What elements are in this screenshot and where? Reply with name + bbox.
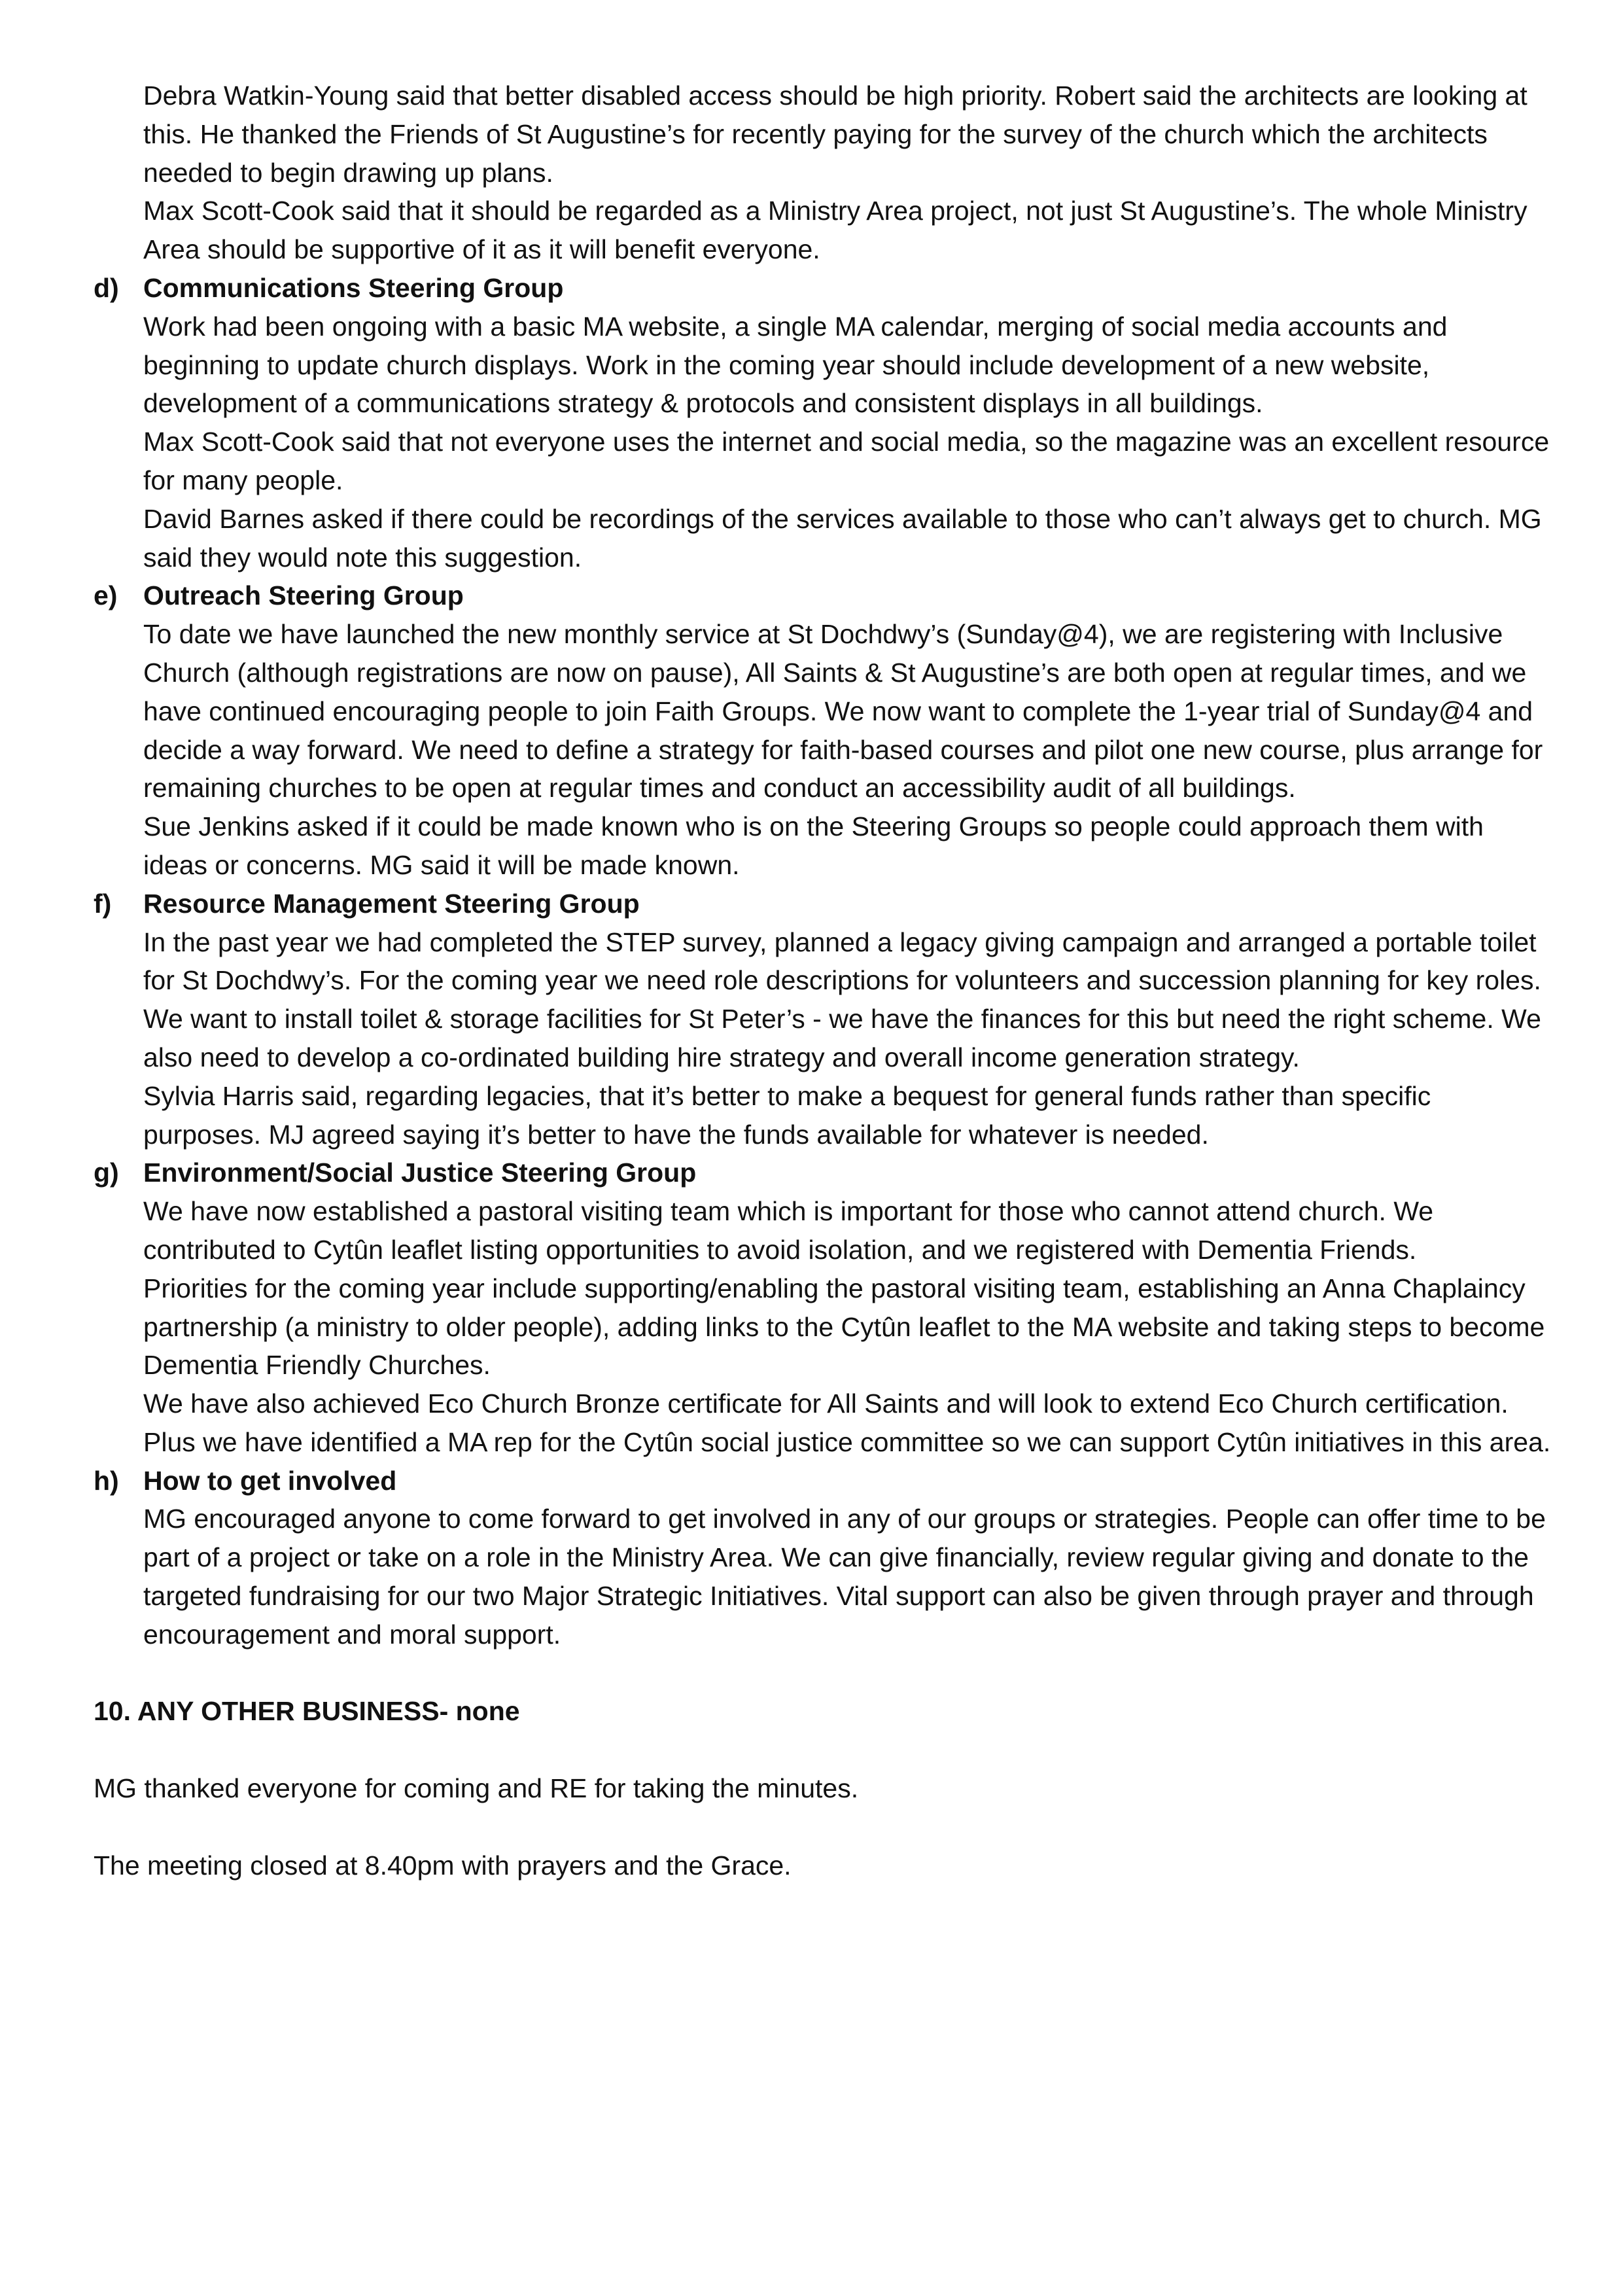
item-heading: How to get involved (143, 1465, 397, 1496)
section-10-heading: 10. ANY OTHER BUSINESS- none (94, 1696, 520, 1727)
body-paragraph: To date we have launched the new monthly service at St Dochdwy’s (Sunday@4), we are registering with Inclusive Church (although registrations are now on pause), All Saints & St Augustine’s are both open at regular times, and we have continued encouraging people to join Faith Groups. We now want to complete the 1-year trial of Sunday@4 and decide a way forward. We need to define a strategy for faith-based courses and pilot one new course, plus arrange for remaining churches to be open at regular times and conduct an accessibility audit of all buildings. (143, 619, 1543, 804)
item-h-how-to-get-involved (94, 1462, 1552, 1654)
item-f-resource-management (94, 885, 1552, 1154)
body-paragraph: Priorities for the coming year include supporting/enabling the pastoral visiting team, establishing an Anna Chaplaincy partnership (a ministry to older people), adding links to the Cytûn leaflet to the MA website and taking steps to become Dementia Friendly Churches. (143, 1273, 1545, 1381)
minutes-content (94, 77, 1552, 1884)
body-paragraph: MG encouraged anyone to come forward to get involved in any of our groups or strategies. People can offer time to be part of a project or take on a role in the Ministry Area. We can give financially, review regular giving and donate to the targeted fundraising for our two Major Strategic Initiatives. Vital support can also be given through prayer and through encouragement and moral support. (143, 1504, 1546, 1650)
item-letter: h) (94, 1465, 119, 1496)
item-d-communications (94, 269, 1552, 576)
body-paragraph: In the past year we had completed the STEP survey, planned a legacy giving campaign and arranged a portable toilet for St Dochdwy’s. For the coming year we need role descriptions for volunteers and succession planning for key roles. We want to install toilet & storage facilities for St Peter’s - we have the finances for this but need the right scheme. We also need to develop a co-ordinated building hire strategy and overall income generation strategy. (143, 927, 1541, 1072)
body-paragraph: We have now established a pastoral visiting team which is important for those who cannot attend church. We contributed to Cytûn leaflet listing opportunities to avoid isolation, and we registered with Dementia Friends. (143, 1196, 1434, 1265)
item-letter: f) (94, 888, 112, 919)
item-letter: e) (94, 580, 118, 611)
item-letter: g) (94, 1157, 119, 1188)
item-heading: Outreach Steering Group (143, 580, 464, 611)
item-heading: Communications Steering Group (143, 272, 564, 303)
body-paragraph: Debra Watkin-Young said that better disabled access should be high priority. Robert said the architects are looking at this. He thanked the Friends of St Augustine’s for recently paying for the survey of the church which the architects needed to begin drawing up plans. (143, 80, 1527, 188)
closing-thanks: MG thanked everyone for coming and RE for taking the minutes. (94, 1773, 859, 1804)
item-g-environment-social-justice (94, 1154, 1552, 1461)
item-heading: Resource Management Steering Group (143, 888, 640, 919)
body-paragraph: Sylvia Harris said, regarding legacies, that it’s better to make a bequest for general funds rather than specific purposes. MJ agreed saying it’s better to have the funds available for whatever is needed. (143, 1080, 1431, 1150)
body-paragraph: We have also achieved Eco Church Bronze certificate for All Saints and will look to extend Eco Church certification. Plus we have identified a MA rep for the Cytûn social justice committee so we can support Cytûn initiatives in this area. (143, 1388, 1551, 1457)
body-paragraph: Max Scott-Cook said that not everyone uses the internet and social media, so the magazine was an excellent resource for many people. (143, 427, 1550, 495)
item-heading: Environment/Social Justice Steering Group (143, 1157, 697, 1188)
closing-statement: The meeting closed at 8.40pm with prayers and the Grace. (94, 1850, 792, 1881)
body-paragraph: Sue Jenkins asked if it could be made known who is on the Steering Groups so people could approach them with ideas or concerns. MG said it will be made known. (143, 811, 1484, 880)
item-letter: d) (94, 272, 119, 303)
item-e-outreach (94, 576, 1552, 884)
item-c-continuation (94, 77, 1552, 269)
body-paragraph: Max Scott-Cook said that it should be regarded as a Ministry Area project, not just St Augustine’s. The whole Ministry Area should be supportive of it as it will benefit everyone. (143, 196, 1527, 265)
body-paragraph: David Barnes asked if there could be recordings of the services available to those who can’t always get to church. MG said they would note this suggestion. (143, 503, 1542, 573)
body-paragraph: Work had been ongoing with a basic MA website, a single MA calendar, merging of social media accounts and beginning to update church displays. Work in the coming year should include development of a new website, development of a communications strategy & protocols and consistent displays in all buildings. (143, 311, 1448, 419)
